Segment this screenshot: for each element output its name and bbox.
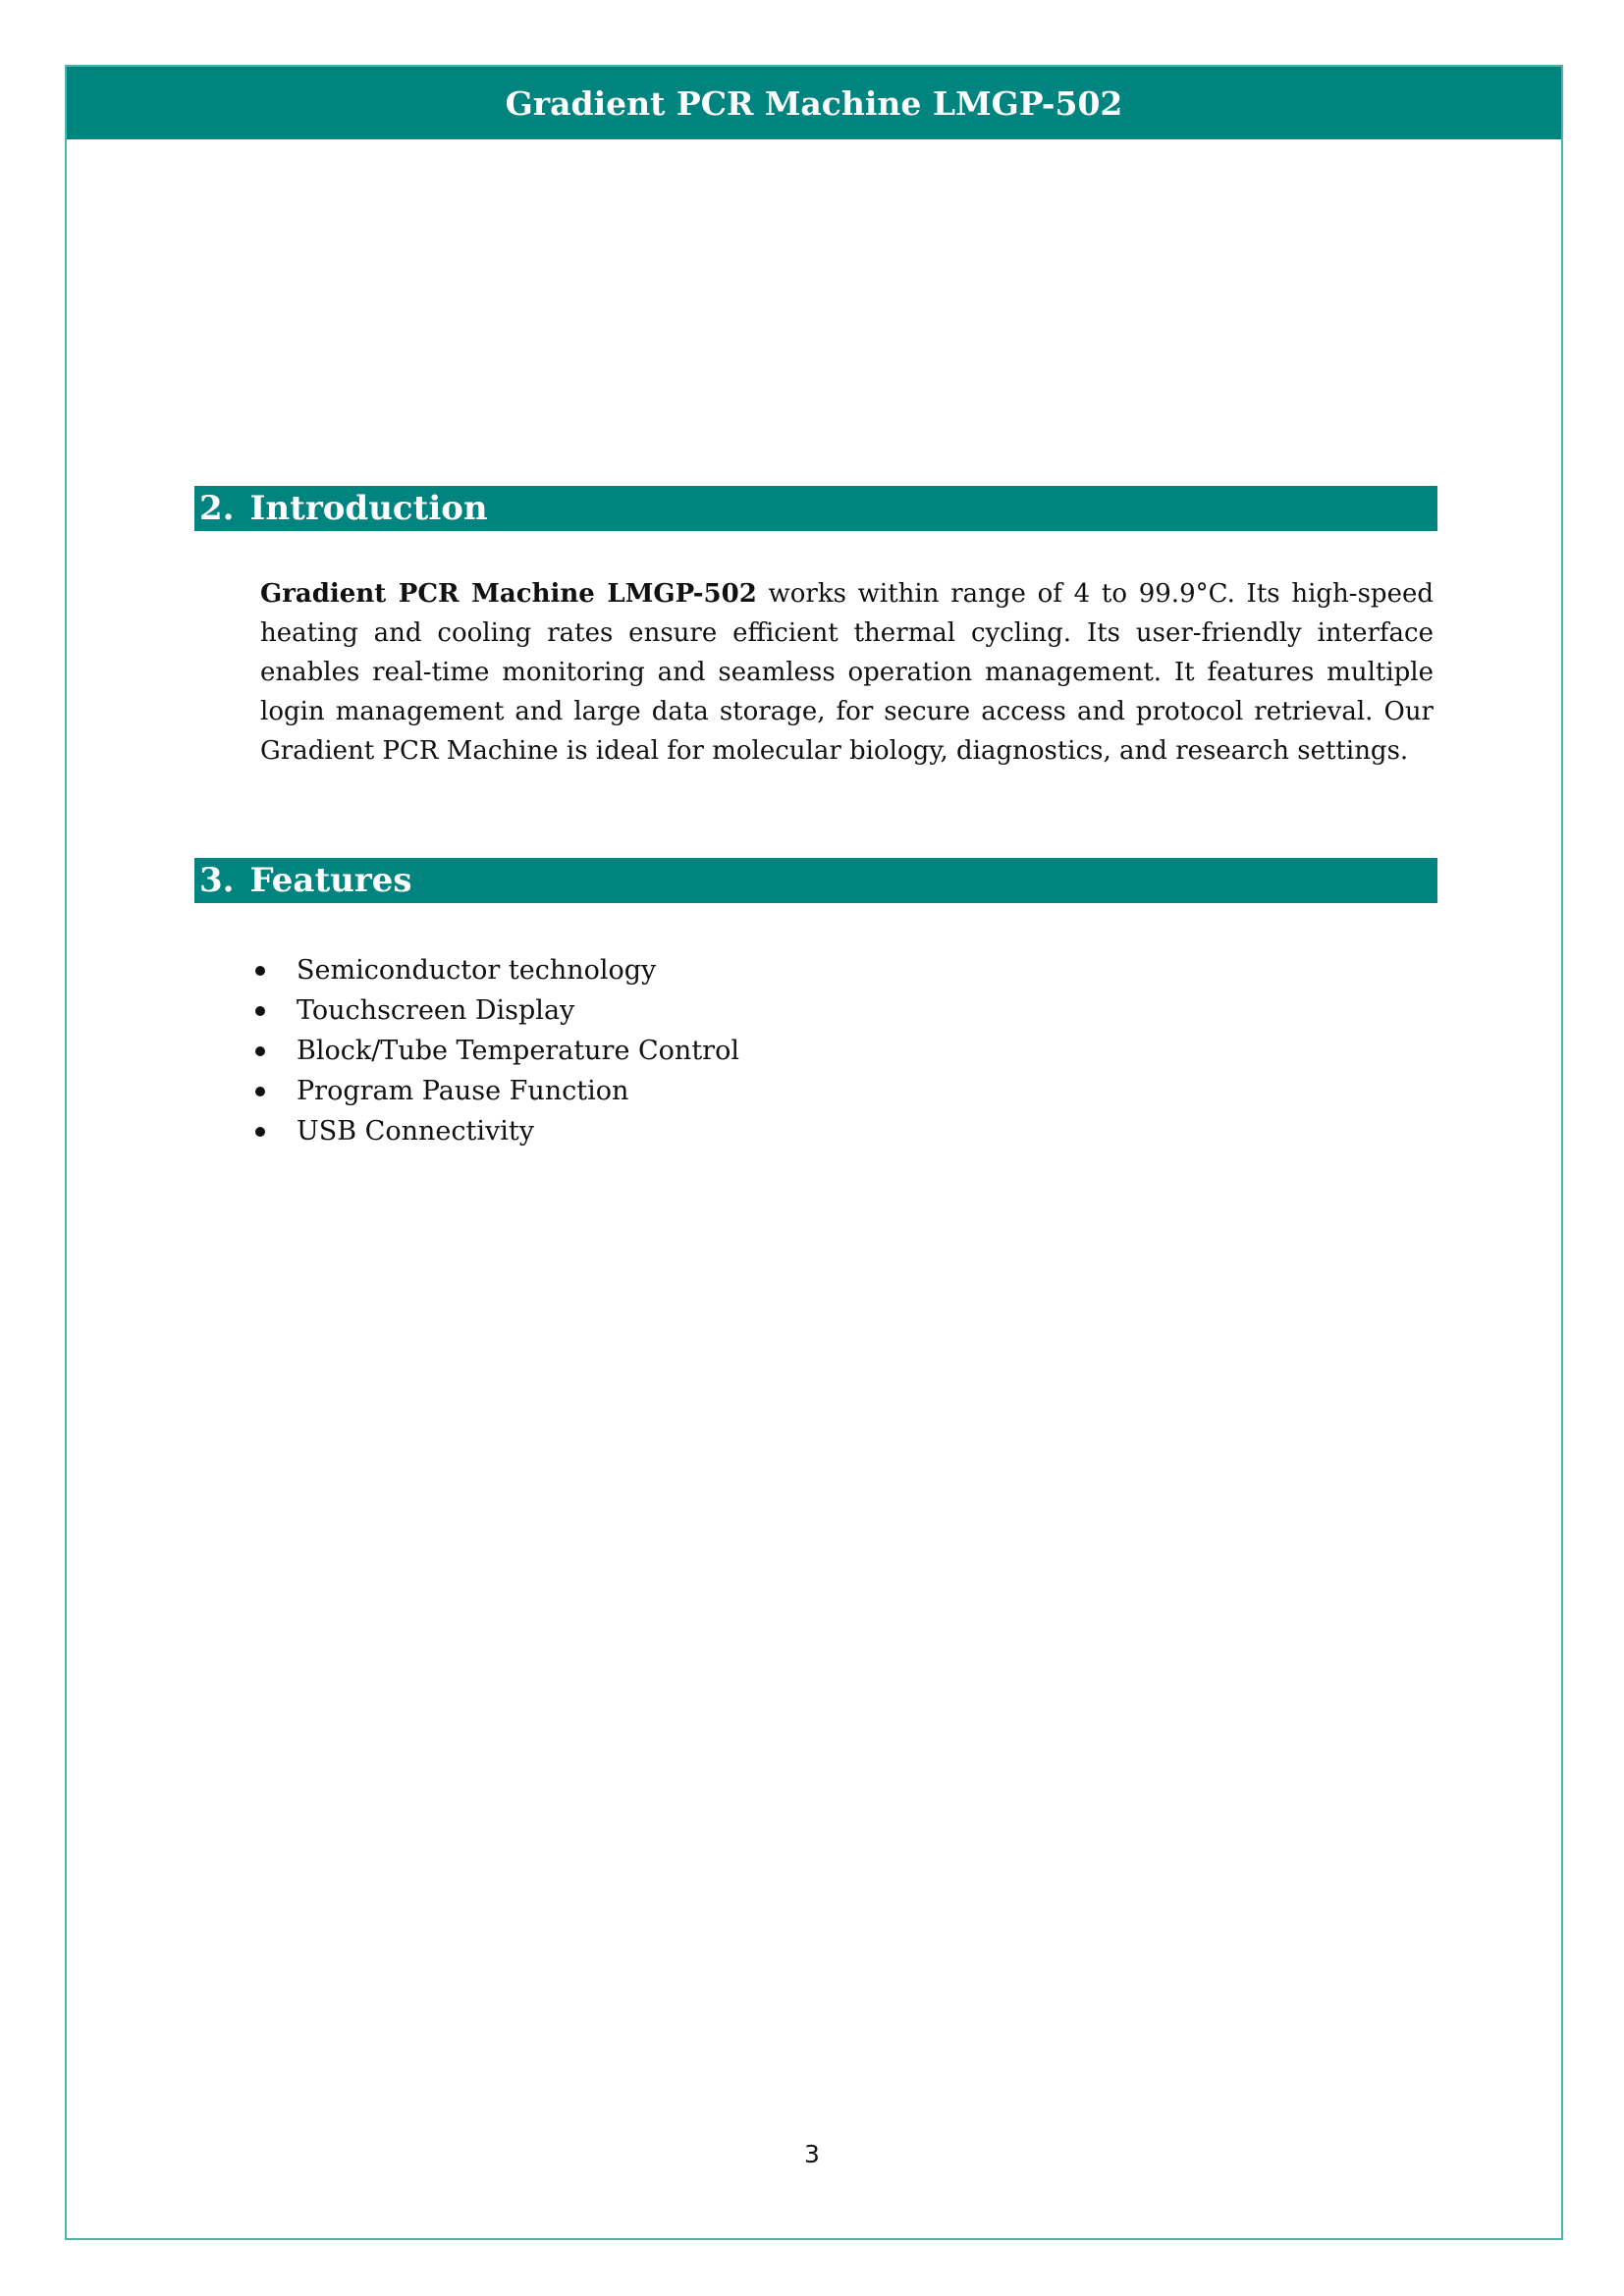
bullet-icon: [255, 1046, 265, 1056]
page-border: [65, 65, 1563, 2240]
section-title: Introduction: [249, 489, 488, 528]
section-heading-introduction: [194, 486, 1437, 531]
feature-label: Program Pause Function: [297, 1076, 629, 1106]
bullet-icon: [255, 1087, 265, 1096]
bullet-icon: [255, 1006, 265, 1016]
feature-label: USB Connectivity: [297, 1116, 534, 1147]
document-title: Gradient PCR Machine LMGP-502: [505, 83, 1123, 123]
introduction-body: works within range of 4 to 99.9°C. Its high-speed heating and cooling rates ensure efficient thermal cycling. Its user-friendly interface enables real-time monitoring and seamless operation management. It features multiple login management and large data storage, for secure access and protocol retrieval. Our Gradient PCR Machine is ideal for molecular biology, diagnostics, and research settings.: [260, 579, 1434, 766]
bullet-icon: [255, 966, 265, 976]
product-name-bold: Gradient PCR Machine LMGP-502: [260, 579, 757, 609]
feature-label: Block/Tube Temperature Control: [297, 1036, 739, 1066]
section-heading-features: [194, 858, 1437, 903]
bullet-icon: [255, 1127, 265, 1137]
list-item: [255, 950, 739, 990]
introduction-paragraph: [260, 574, 1434, 771]
feature-label: Semiconductor technology: [297, 955, 657, 986]
document-header: [67, 67, 1561, 139]
list-item: [255, 1031, 739, 1071]
section-number: 3.: [199, 861, 235, 900]
list-item: [255, 1071, 739, 1111]
list-item: [255, 1111, 739, 1151]
section-title: Features: [249, 861, 412, 900]
features-list: [255, 950, 739, 1151]
page-number: 3: [804, 2140, 820, 2168]
list-item: [255, 990, 739, 1031]
section-number: 2.: [199, 489, 235, 528]
feature-label: Touchscreen Display: [297, 995, 575, 1026]
